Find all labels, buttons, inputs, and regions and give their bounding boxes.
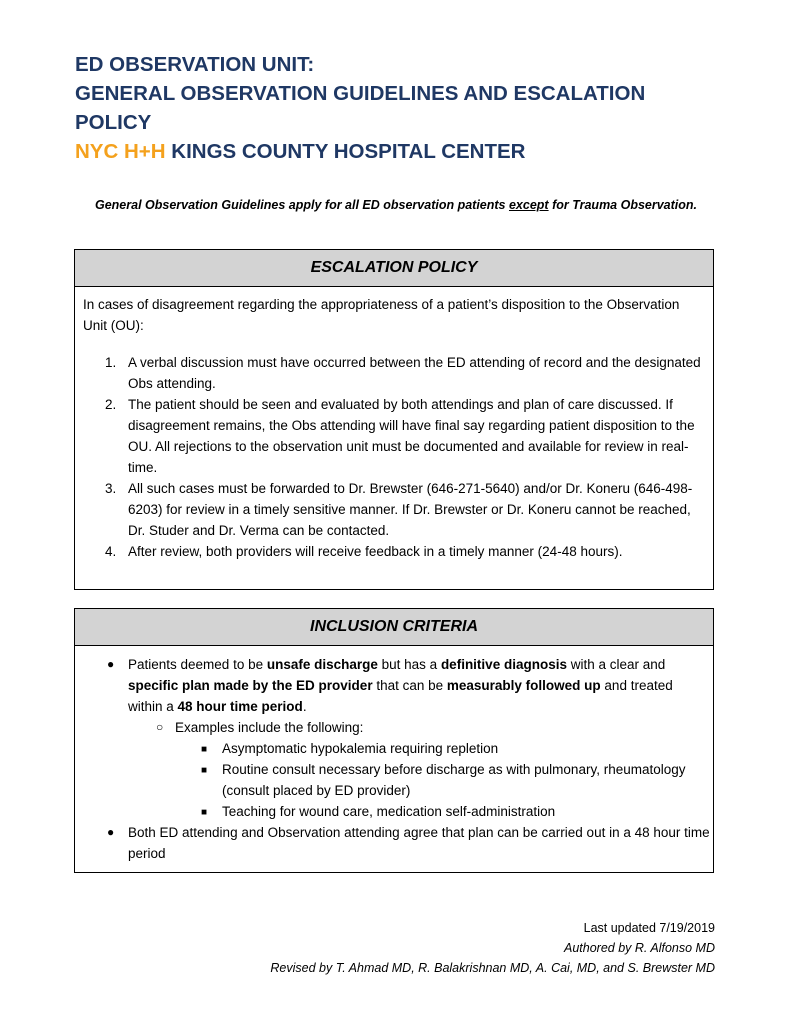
criteria-bold: unsafe discharge — [266, 657, 378, 672]
criteria-text: that can be — [372, 678, 447, 693]
title-line-2: GENERAL OBSERVATION GUIDELINES AND ESCALATION POLICY — [75, 82, 646, 134]
list-item — [75, 654, 710, 717]
revised-by: Revised by T. Ahmad MD, R. Balakrishnan MD, A. Cai, MD, and S. Brewster MD — [270, 961, 715, 975]
intro-underlined: except — [508, 198, 549, 212]
document-title — [75, 50, 725, 166]
last-updated: Last updated 7/19/2019 — [583, 921, 715, 935]
criteria-text: with a clear and — [566, 657, 666, 672]
intro-note — [80, 196, 712, 214]
document-footer — [270, 918, 715, 978]
circle-bullet-icon: ○ — [156, 720, 164, 734]
list-item — [75, 801, 710, 822]
step-number: 3. — [105, 481, 117, 496]
examples-intro: Examples include the following: — [175, 720, 364, 735]
escalation-step — [75, 394, 710, 478]
square-bullet-icon: ■ — [201, 807, 208, 818]
list-item — [75, 717, 710, 738]
square-bullet-icon: ■ — [201, 744, 208, 755]
list-item — [75, 822, 710, 864]
step-number: 2. — [105, 397, 117, 412]
escalation-step — [75, 541, 710, 562]
step-text: A verbal discussion must have occurred between the ED attending of record and the designated Obs attending. — [128, 355, 701, 391]
intro-text-after: for Trauma Observation. — [548, 198, 698, 212]
criteria-bold: definitive diagnosis — [440, 657, 567, 672]
step-text: After review, both providers will receive feedback in a timely manner (24-48 hours). — [128, 544, 623, 559]
step-text: All such cases must be forwarded to Dr. Brewster (646-271-5640) and/or Dr. Koneru (646-498-6203) for review in a timely sensitive manner. If Dr. Brewster or Dr. Koneru cannot be reached, Dr. Studer and Dr. Verma can be contacted. — [128, 481, 693, 538]
escalation-intro: In cases of disagreement regarding the appropriateness of a patient’s disposition to the Observation Unit (OU): — [83, 297, 680, 333]
list-item — [75, 759, 710, 801]
inclusion-list — [75, 654, 710, 864]
example-text: Asymptomatic hypokalemia requiring repletion — [222, 741, 499, 756]
inclusion-criteria-heading: INCLUSION CRITERIA — [75, 609, 713, 646]
title-org-name: NYC H+H — [75, 140, 166, 163]
intro-text-before: General Observation Guidelines apply for all ED observation patients — [94, 198, 509, 212]
criteria-text: . — [302, 699, 307, 714]
title-line-1: ED OBSERVATION UNIT: — [75, 53, 315, 76]
step-text: The patient should be seen and evaluated by both attendings and plan of care discussed. If disagreement remains, the Obs attending will have final say regarding patient disposition to the OU. All rejections to the observation unit must be documented and available for review in real-time. — [128, 397, 695, 475]
title-line-3 — [75, 137, 725, 166]
example-text: Teaching for wound care, medication self-administration — [222, 804, 556, 819]
criteria-text: and treated within a — [128, 678, 673, 714]
escalation-policy-heading: ESCALATION POLICY — [75, 250, 713, 287]
criteria-text: but has a — [377, 657, 441, 672]
title-hospital-name: KINGS COUNTY HOSPITAL CENTER — [165, 140, 526, 163]
criteria-bold: specific plan made by the ED provider — [128, 678, 373, 693]
step-number: 1. — [105, 355, 117, 370]
escalation-steps — [75, 352, 710, 562]
square-bullet-icon: ■ — [201, 765, 208, 776]
escalation-step — [75, 352, 710, 394]
inclusion-criteria-box — [74, 608, 714, 873]
criteria-bold: 48 hour time period — [177, 699, 303, 714]
authored-by: Authored by R. Alfonso MD — [564, 941, 715, 955]
step-number: 4. — [105, 544, 117, 559]
criteria-text: Patients deemed to be — [128, 657, 267, 672]
list-item — [75, 738, 710, 759]
escalation-policy-box — [74, 249, 714, 590]
criteria-bold: measurably followed up — [446, 678, 601, 693]
bullet-icon: ● — [107, 657, 115, 671]
criteria-text: Both ED attending and Observation attending agree that plan can be carried out in a 48 hour time period — [128, 825, 710, 861]
example-text: Routine consult necessary before discharge as with pulmonary, rheumatology (consult placed by ED provider) — [222, 762, 686, 798]
escalation-step — [75, 478, 710, 541]
bullet-icon: ● — [107, 825, 115, 839]
